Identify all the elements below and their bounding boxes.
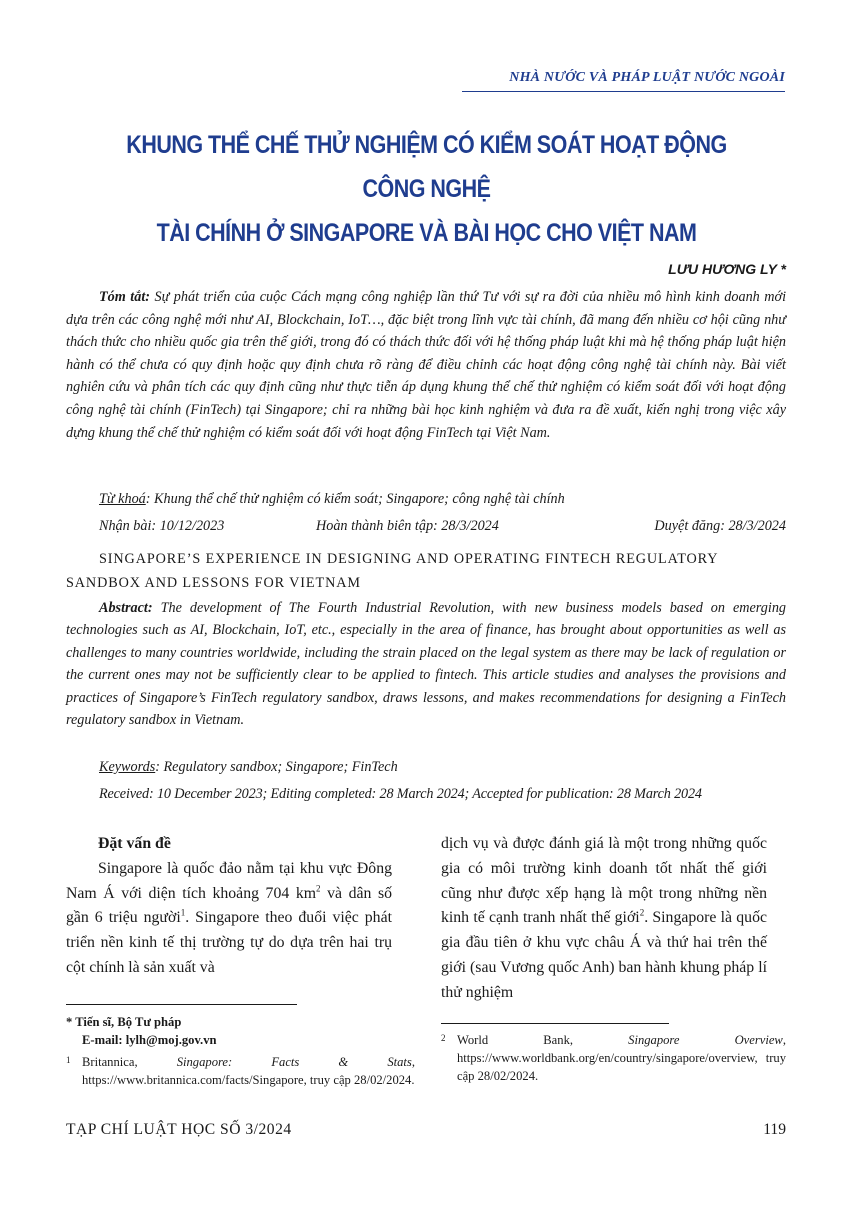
received-en: Received: 10 December 2023; Editing completed: 28 March 2024; Accepted for publication: 28 March 2024: [99, 786, 702, 802]
author-affiliation: * Tiến sĩ, Bộ Tư pháp: [66, 1015, 182, 1029]
article-title-line2: TÀI CHÍNH Ở SINGAPORE VÀ BÀI HỌC CHO VIỆT NAM: [156, 219, 697, 247]
keywords-vi-text: : Khung thể chế thử nghiệm có kiểm soát; Singapore; công nghệ tài chính: [145, 491, 565, 507]
author-email[interactable]: E-mail: lylh@moj.gov.vn: [82, 1033, 217, 1047]
author-footnote: [66, 1013, 217, 1049]
english-title-line1: SINGAPORE’S EXPERIENCE IN DESIGNING AND OPERATING FINTECH REGULATORY: [99, 551, 719, 567]
english-title: [66, 547, 786, 595]
footnote-source-title: Singapore Overview: [628, 1033, 783, 1047]
footnote-ref-2[interactable]: 2: [639, 908, 645, 919]
keywords-en: [99, 759, 398, 776]
author-name: LƯU HƯƠNG LY *: [668, 261, 786, 277]
superscript: 2: [316, 883, 321, 894]
body-column-right: [441, 832, 767, 1006]
body-paragraph-right: [441, 832, 767, 1006]
keywords-en-label: Keywords: [99, 759, 156, 775]
abstract-en-label: Abstract:: [99, 600, 153, 616]
article-title: [94, 123, 759, 255]
summary-vi: [66, 286, 786, 444]
footnote-2: [441, 1031, 786, 1085]
english-title-line2: SANDBOX AND LESSONS FOR VIETNAM: [66, 575, 361, 591]
summary-vi-label: Tóm tắt:: [99, 289, 150, 305]
footnote-1-number: 1: [66, 1055, 71, 1065]
footnote-1-text: [82, 1053, 415, 1089]
header-rule: [462, 91, 785, 92]
date-received-vi: Nhận bài: 10/12/2023: [99, 518, 225, 534]
body-text: Singapore là quốc đảo nằm tại khu vực Đông Nam Á với diện tích khoảng 704 km: [66, 859, 392, 902]
footnote-text: World Bank,: [457, 1033, 629, 1047]
footnote-2-number: 2: [441, 1033, 446, 1043]
footnote-rule-right: [441, 1023, 669, 1024]
footnote-source-title: Singapore: Facts & Stats: [176, 1055, 412, 1069]
body-paragraph-left: [66, 857, 392, 981]
keywords-vi: [99, 491, 565, 508]
article-title-line1: KHUNG THỂ CHẾ THỬ NGHIỆM CÓ KIỂM SOÁT HOẠT ĐỘNG CÔNG NGHỆ: [126, 131, 727, 203]
body-text: và dân số gần 6 triệu người: [66, 884, 392, 927]
keywords-vi-label: Từ khoá: [99, 491, 146, 507]
footnote-link[interactable]: , https://www.britannica.com/facts/Singapore, truy cập 28/02/2024.: [82, 1055, 415, 1087]
summary-vi-text: Sự phát triển của cuộc Cách mạng công nghiệp lần thứ Tư với sự ra đời của nhiều mô hình kinh doanh mới dựa trên các công nghệ mới như AI, Blockchain, IoT…, đặc biệt trong lĩnh vực tài chính, đã mang đến nhiều cơ hội cũng như thách thức cho nhiều quốc gia trên thế giới, trong đó có thách thức đối với hệ thống pháp luật khi mà hệ thống pháp luật hiện hành có thể chưa có quy định hoặc quy định chưa rõ ràng để điều chỉnh các hoạt động công nghệ tài chính này. Bài viết nghiên cứu và phân tích các quy định cũng như thực tiễn áp dụng khung thể chế thử nghiệm có kiểm soát đối với hoạt động công nghệ tài chính (FinTech) tại Singapore; chỉ ra những bài học kinh nghiệm và đưa ra đề xuất, kiến nghị trong việc xây dựng khung thể chế thử nghiệm có kiểm soát đối với hoạt động FinTech tại Việt Nam.: [66, 289, 787, 441]
footnote-2-text: [457, 1031, 786, 1085]
keywords-en-text: : Regulatory sandbox; Singapore; FinTech: [155, 759, 398, 775]
journal-footer: TẠP CHÍ LUẬT HỌC SỐ 3/2024: [66, 1121, 292, 1138]
body-text: dịch vụ và được đánh giá là một trong những quốc gia có môi trường kinh doanh tốt nhất thế giới cũng như được xếp hạng là một trong những nền kinh tế cạnh tranh nhất thế giới: [441, 835, 767, 927]
page-number: 119: [763, 1121, 786, 1138]
body-text: . Singapore là quốc gia đầu tiên ở khu vực châu Á và thứ hai trên thế giới (sau Vương quốc Anh) ban hành khung pháp lí thử nghiệm: [441, 909, 767, 1001]
abstract-en: [66, 597, 786, 731]
footnote-rule-left: [66, 1004, 297, 1005]
footnote-1: [66, 1053, 415, 1089]
date-accepted-vi: Duyệt đăng: 28/3/2024: [654, 518, 786, 534]
abstract-en-text: The development of The Fourth Industrial Revolution, with new business models based on emerging technologies such as AI, Blockchain, IoT, etc., especially in the area of finance, has brought about opportunities as well as challenges to many countries worldwide, including the strain placed on the legal system as there may be lack of regulation or the current ones may not be sufficiently clear to be applied to fintech. This article studies and analyses the provisions and practices of Singapore’s FinTech regulatory sandbox, draws lessons, and makes recommendations for designing a FinTech regulatory sandbox in Vietnam.: [66, 600, 787, 729]
date-edited-vi: Hoàn thành biên tập: 28/3/2024: [316, 518, 499, 534]
footnote-ref-1[interactable]: 1: [180, 908, 186, 919]
body-text: . Singapore theo đuổi việc phát triển nền kinh tế thị trường tự do dựa trên hai trụ cột chính là sản xuất và: [66, 909, 392, 976]
section-heading: Đặt vấn đề: [98, 835, 171, 852]
body-column-left: [66, 832, 392, 981]
footnote-link[interactable]: , https://www.worldbank.org/en/country/singapore/overview, truy cập 28/02/2024.: [457, 1033, 786, 1083]
footnote-text: Britannica,: [82, 1055, 177, 1069]
section-header: NHÀ NƯỚC VÀ PHÁP LUẬT NƯỚC NGOÀI: [509, 70, 785, 85]
